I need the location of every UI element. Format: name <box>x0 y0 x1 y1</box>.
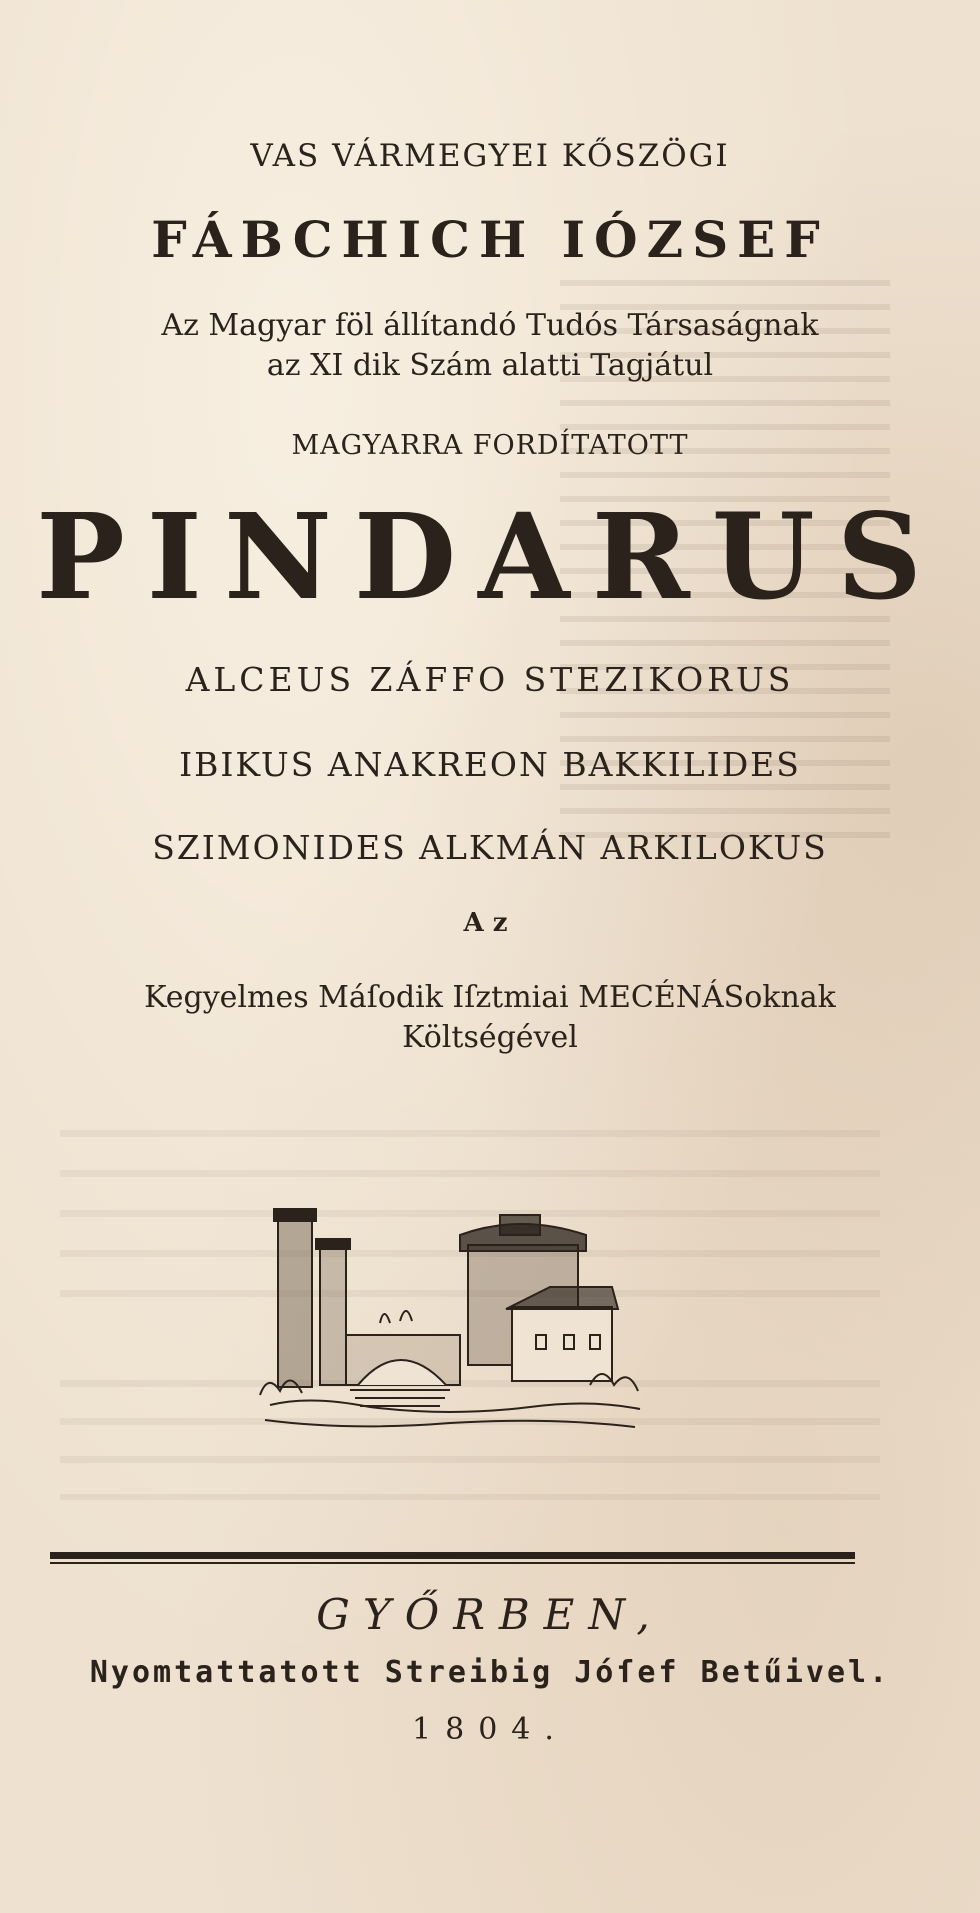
patrons-line-1: Kegyelmes Máſodik Iſztmiai MECÉNÁSoknak <box>144 980 836 1015</box>
affiliation-line-1: Az Magyar föl állítandó Tudós Társaságnak <box>161 308 819 343</box>
imprint-printer: Nyomtattatott Streibig Jóſef Betűivel. <box>89 1655 891 1690</box>
az-line: Az <box>463 908 517 938</box>
decorative-rule <box>50 1548 855 1568</box>
poets-line-3: SZIMONIDES ALKMÁN ARKILOKUS <box>152 828 828 867</box>
imprint-year: 1804. <box>412 1712 568 1747</box>
patrons-line-2: Költségével <box>402 1020 578 1055</box>
imprint-city: GYŐRBEN, <box>316 1590 664 1639</box>
author-name: FÁBCHICH IÓZSEF <box>151 210 829 269</box>
poets-line-2: IBIKUS ANAKREON BAKKILIDES <box>179 745 801 784</box>
castle-bridge-vignette <box>250 1195 650 1435</box>
main-title: PINDARUS <box>36 487 944 626</box>
poets-line-1: ALCEUS ZÁFFO STEZIKORUS <box>185 660 795 699</box>
translated-line: MAGYARRA FORDÍTATOTT <box>291 430 689 461</box>
affiliation-line-2: az XI dik Szám alatti Tagjátul <box>266 348 714 383</box>
origin-line: VAS VÁRMEGYEI KŐSZÖGI <box>250 138 730 174</box>
